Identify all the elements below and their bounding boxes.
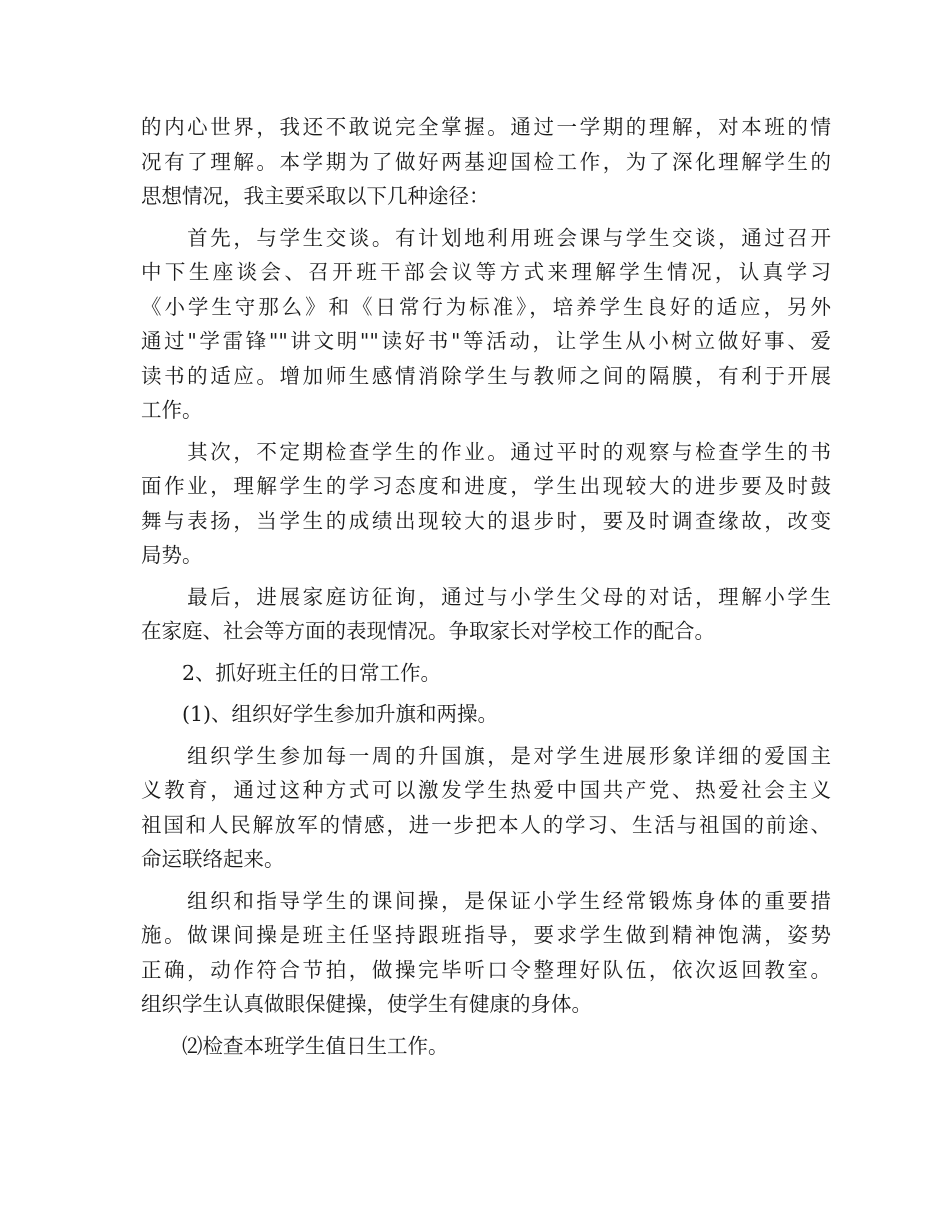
paragraph-gap (141, 690, 831, 697)
text-line: 《小学生守那么》和《日常行为标准》，培养学生良好的适应，另外 (141, 294, 831, 319)
paragraph-5 (141, 739, 831, 877)
subsection-heading: ⑵检查本班学生值日生工作。 (141, 1033, 449, 1058)
paragraph-gap (141, 214, 831, 221)
text-line: 正确，动作符合节拍，做操完毕听口令整理好队伍，依次返回教室。 (141, 957, 831, 982)
text-line: 面作业，理解学生的学习态度和进度，学生出现较大的进步要及时鼓 (141, 474, 831, 498)
paragraph-gap (141, 877, 831, 884)
paragraph-gap (141, 428, 831, 435)
subsection-heading: (1)、组织好学生参加升旗和两操。 (141, 702, 499, 726)
subsection-heading-2 (141, 1029, 831, 1064)
text-line: 局势。 (141, 543, 203, 567)
text-line: 读书的适应。增加师生感情消除学生与教师之间的隔膜，有利于开展 (141, 363, 831, 388)
paragraph-6 (141, 884, 831, 1022)
paragraph-3 (141, 435, 831, 573)
paragraph-1 (141, 110, 831, 214)
text-line: 舞与表扬，当学生的成绩出现较大的退步时，要及时调查缘故，改变 (141, 508, 831, 533)
document-body (141, 110, 831, 1063)
paragraph-2 (141, 221, 831, 428)
text-line: 义教育，通过这种方式可以激发学生热爱中国共产党、热爱社会主义 (141, 778, 831, 802)
paragraph-gap (141, 1022, 831, 1029)
text-line: 况有了理解。本学期为了做好两基迎国检工作，为了深化理解学生的 (141, 149, 831, 174)
text-line: 首先，与学生交谈。有计划地利用班会课与学生交谈，通过召开 (141, 225, 831, 250)
text-line: 的内心世界，我还不敢说完全掌握。通过一学期的理解，对本班的情 (141, 115, 831, 139)
section-heading-2 (141, 656, 831, 691)
paragraph-4 (141, 580, 831, 649)
text-line: 组织学生参加每一周的升国旗，是对学生进展形象详细的爱国主 (141, 743, 831, 768)
text-line: 工作。 (141, 398, 203, 422)
text-line: 中下生座谈会、召开班干部会议等方式来理解学生情况，认真学习 (141, 260, 831, 284)
paragraph-gap (141, 573, 831, 580)
text-line: 通过"学雷锋""讲文明""读好书"等活动，让学生从小树立做好事、爱 (141, 329, 831, 353)
text-line: 组织和指导学生的课间操，是保证小学生经常锻炼身体的重要措 (141, 888, 831, 913)
text-line: 祖国和人民解放军的情感，进一步把本人的学习、生活与祖国的前途、 (141, 812, 831, 837)
text-line: 施。做课间操是班主任坚持跟班指导，要求学生做到精神饱满，姿势 (141, 923, 831, 947)
paragraph-gap (141, 649, 831, 656)
text-line: 最后，进展家庭访征询，通过与小学生父母的对话，理解小学生 (141, 584, 831, 609)
text-line: 命运联络起来。 (141, 847, 285, 871)
text-line: 其次，不定期检查学生的作业。通过平时的观察与检查学生的书 (141, 439, 831, 464)
text-line: 组织学生认真做眼保健操，使学生有健康的身体。 (141, 992, 592, 1016)
section-heading: 2、抓好班主任的日常工作。 (141, 660, 442, 685)
paragraph-gap (141, 732, 831, 739)
text-line: 在家庭、社会等方面的表现情况。争取家长对学校工作的配合。 (141, 619, 715, 643)
text-line: 思想情况，我主要采取以下几种途径： (141, 184, 490, 208)
subsection-heading-1 (141, 697, 831, 732)
